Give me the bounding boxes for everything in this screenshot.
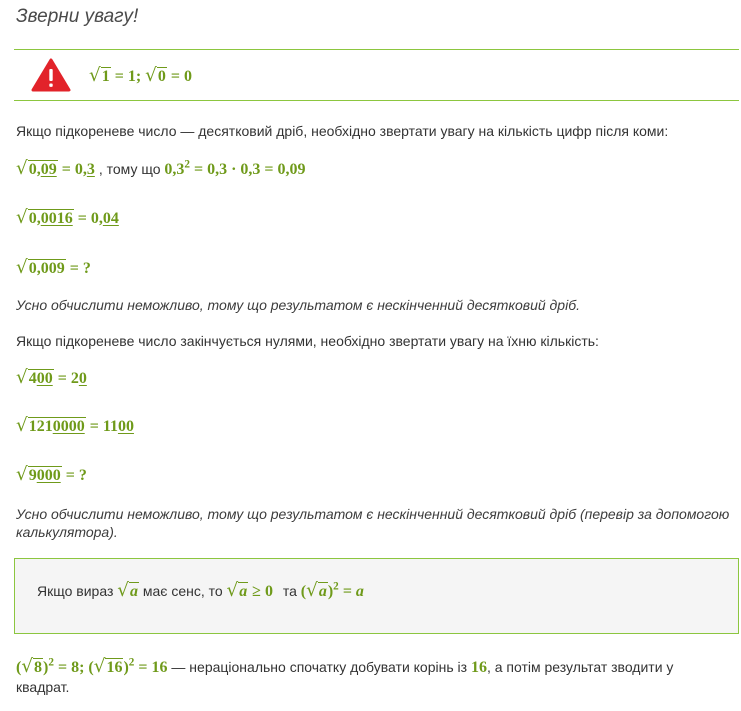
note-calculator-line2: калькулятора). bbox=[16, 524, 118, 540]
bottom-note-line2: квадрат. bbox=[16, 679, 70, 695]
note-infinite-decimal: Усно обчислити неможливо, тому що результатом є нескінченний десятковий дріб. bbox=[16, 297, 580, 313]
bottom-note: $(√8)^2 = 8$; $(√16)^2 = 16$ — нераціонально спочатку добувати корінь із 16, а потім результат зводити у bbox=[16, 656, 674, 677]
example-zeros-3: √9000 = ? bbox=[16, 464, 87, 485]
because-text: , тому що bbox=[98, 161, 165, 177]
rule-statement: Якщо вираз √a має сенс, то √a ≥ 0 та $(√a)^2 = a$ bbox=[37, 580, 364, 601]
example-zeros-1: √400 = 20 bbox=[16, 367, 87, 388]
top-divider bbox=[14, 49, 739, 50]
sqrt-zero: √0 bbox=[145, 65, 166, 86]
sqrt-one: √1 bbox=[89, 65, 110, 86]
warning-eq-2: = 0 bbox=[170, 68, 193, 85]
example-decimal-2: √0,0016 = 0,04 bbox=[16, 207, 119, 228]
warning-formula bbox=[89, 65, 192, 86]
page-heading: Зверни увагу! bbox=[16, 6, 139, 27]
warning-eq-1: = 1; bbox=[114, 68, 142, 85]
warning-triangle-icon bbox=[31, 58, 71, 92]
warning-divider bbox=[14, 100, 739, 101]
rule-box bbox=[14, 558, 739, 634]
zeros-intro: Якщо підкореневе число закінчується нулями, необхідно звертати увагу на їхню кількість: bbox=[16, 333, 599, 349]
example-decimal-1: √0,09 = 0,3 , тому що $0,3^2 = 0,3 \cdot 0,3 = 0,09$ bbox=[16, 158, 306, 179]
example-zeros-2: √1210000 = 1100 bbox=[16, 415, 134, 436]
decimal-intro: Якщо підкореневе число — десятковий дріб, необхідно звертати увагу на кількість цифр після коми: bbox=[16, 123, 669, 139]
example-decimal-3: √0,009 = ? bbox=[16, 257, 91, 278]
note-calculator-line1: Усно обчислити неможливо, тому що результатом є нескінченний десятковий дріб (перевір за допомогою bbox=[16, 506, 730, 522]
